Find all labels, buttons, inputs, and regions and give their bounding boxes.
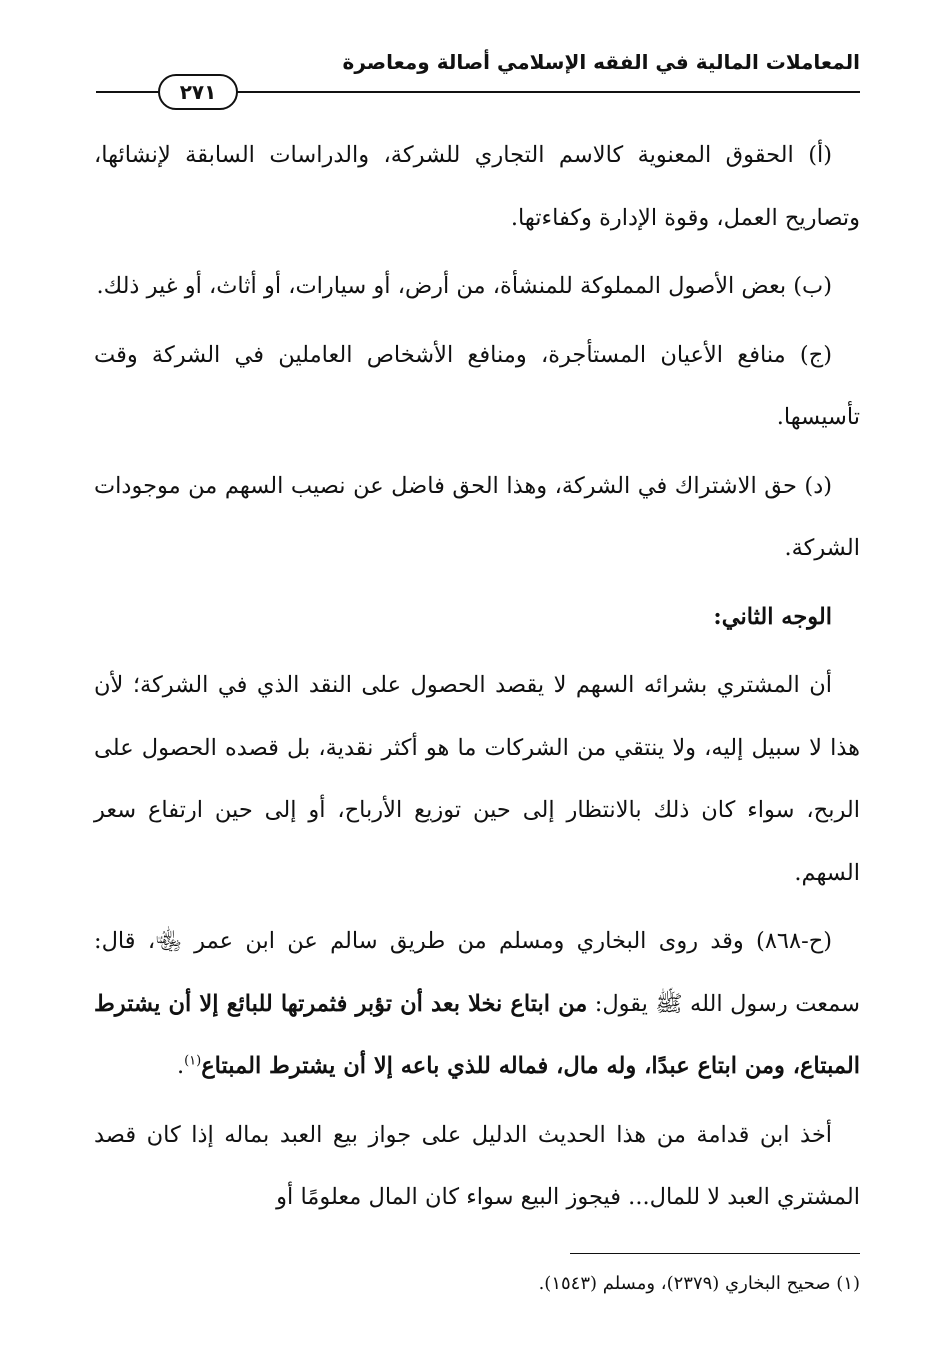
paragraph-c: (ج) منافع الأعيان المستأجرة، ومنافع الأشخاص العاملين في الشركة وقت تأسيسها. bbox=[94, 341, 860, 430]
paragraph-b: (ب) بعض الأصول المملوكة للمنشأة، من أرض، أو سيارات، أو أثاث، أو غير ذلك. bbox=[96, 273, 832, 299]
paragraph-d: (د) حق الاشتراك في الشركة، وهذا الحق فاضل عن نصيب السهم من موجودات الشركة. bbox=[94, 472, 860, 561]
footnote-text: صحيح البخاري (٢٣٧٩)، ومسلم (١٥٤٣). bbox=[538, 1273, 831, 1294]
paragraph-ibn-qudama: أخذ ابن قدامة من هذا الحديث الدليل على جواز بيع العبد بماله إذا كان قصد المشتري العبد لا للمال... فيجوز البيع سواء كان المال معلومًا أو bbox=[94, 1121, 860, 1210]
footnote bbox=[94, 1270, 860, 1298]
main-text bbox=[94, 124, 860, 1235]
hadith-text: من ابتاع نخلا بعد أن تؤبر فثمرتها للبائع إلا أن يشترط المبتاع، ومن ابتاع عبدًا، وله مال، فماله للذي باعه إلا أن يشترط المبتاع bbox=[94, 990, 860, 1079]
footnote-marker: (١) bbox=[836, 1273, 860, 1294]
paragraph-second-aspect: أن المشتري بشرائه السهم لا يقصد الحصول على النقد الذي في الشركة؛ لأن هذا لا سبيل إليه، ولا ينتقي من الشركات ما هو أكثر نقدية، بل قصده الحصول على الربح، سواء كان ذلك بالانتظار إلى حين توزيع الأرباح، أو إلى حين ارتفاع سعر السهم. bbox=[94, 672, 860, 886]
hadith-said: قال: سمعت رسول الله ﷺ يقول: bbox=[94, 928, 861, 1017]
hadith-paragraph bbox=[94, 910, 860, 1098]
footnote-reference[interactable]: (١) bbox=[184, 1053, 202, 1069]
footnote-rule bbox=[570, 1253, 860, 1254]
paragraph-a: (أ) الحقوق المعنوية كالاسم التجاري للشركة، والدراسات السابقة لإنشائها، وتصاريح العمل، وقوة الإدارة وكفاءتها. bbox=[94, 142, 860, 231]
page-number: ٢٧١ bbox=[158, 74, 238, 110]
section-heading: الوجه الثاني: bbox=[713, 603, 832, 630]
running-title: المعاملات المالية في الفقه الإسلامي أصالة ومعاصرة bbox=[342, 50, 860, 74]
hadith-intro: (ح-٨٦٨) وقد روى البخاري ومسلم من طريق سالم عن ابن عمر ﵄، bbox=[147, 928, 833, 954]
hadith-end: . bbox=[176, 1053, 185, 1079]
